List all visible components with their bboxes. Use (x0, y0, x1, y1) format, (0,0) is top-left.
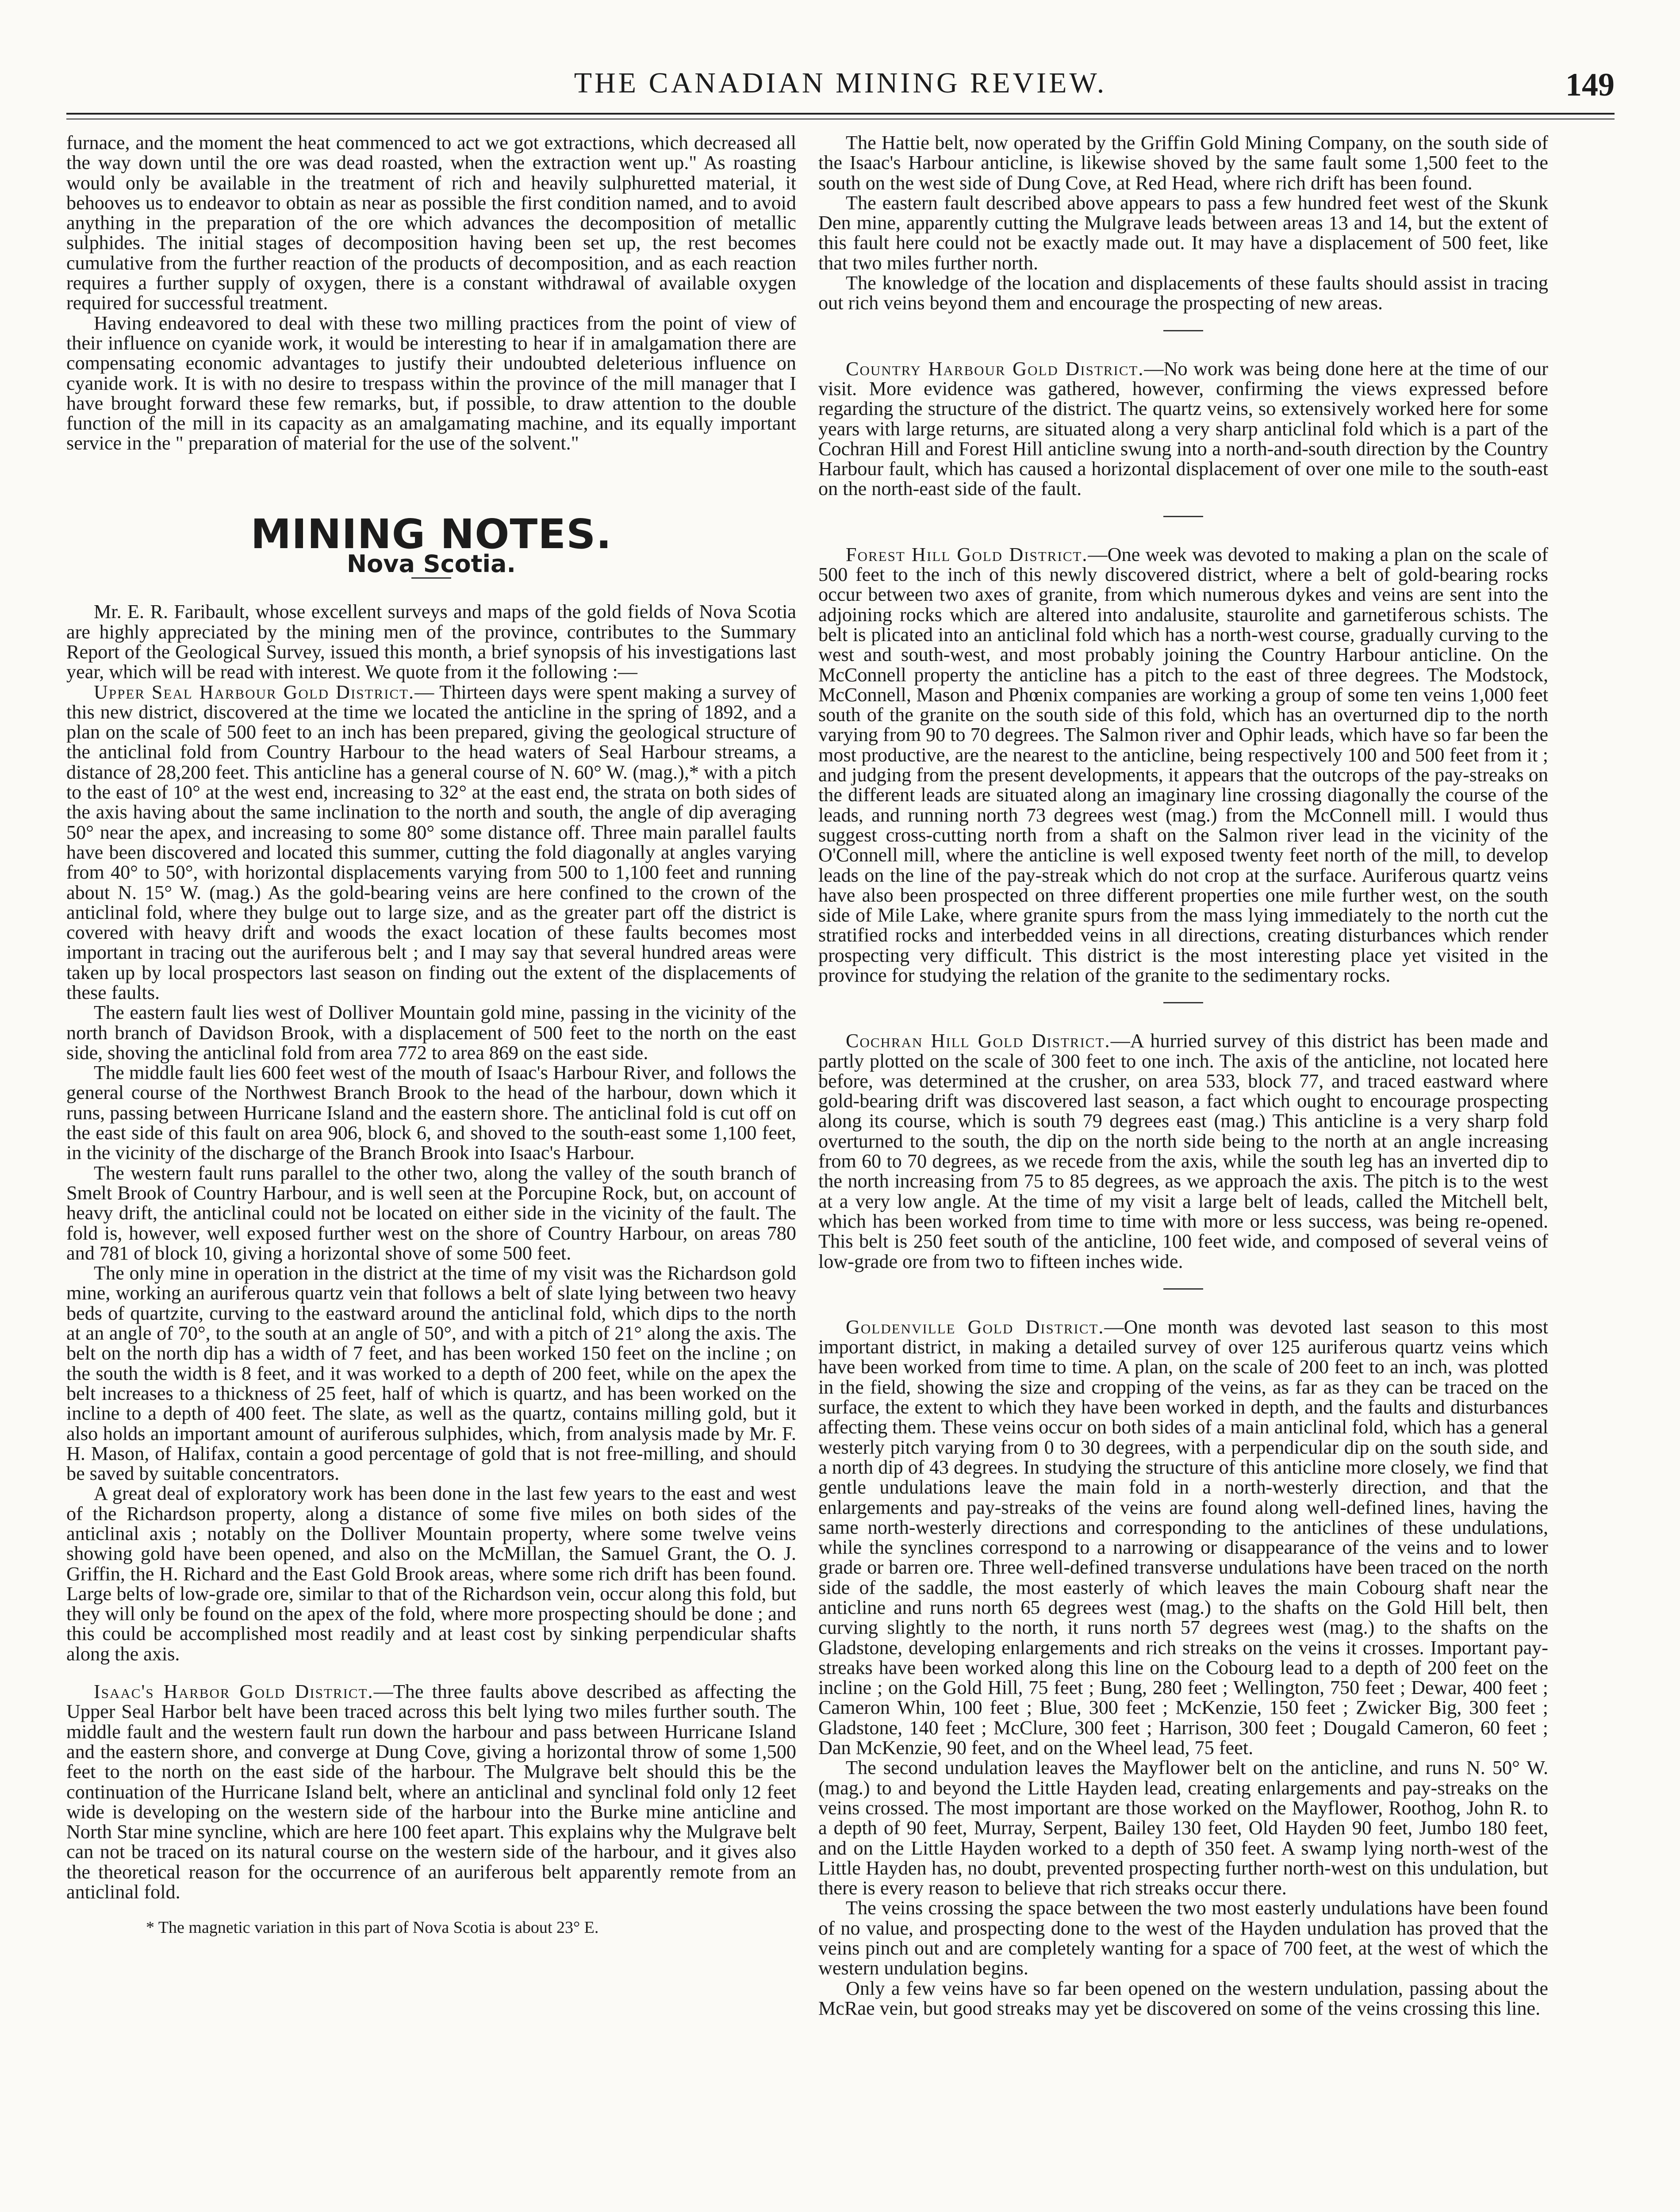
paragraph: The knowledge of the location and displacements of these faults should assist in tracing out rich veins beyond them and encourage the prospecting of new areas. (818, 272, 1548, 314)
paragraph-text: —A hurried survey of this district has been made and partly plotted on the scale of 300 feet to one inch. The axis of the anticline, not located here before, was determined at the crusher, on area 533, block 77, and traced eastward where gold-bearing drift was discovered last season, a fact which ought to encourage prospecting along its course, which is south 79 degrees east (mag.) This anticline is a very sharp fold overturned to the south, the dip on the north side being to the north at an angle increasing from 60 to 70 degrees, as we recede from the axis, while the south leg has an inverted dip to the north increasing from 75 to 85 degrees, as we approach the axis. The pitch is to the west at a very low angle. At the time of my visit a large belt of leads, called the Mitchell belt, which has been worked from time to time with more or less success, was being re-opened. This belt is 250 feet south of the anticline, 100 feet wide, and composed of several veins of low-grade ore from two to fifteen inches wide. (818, 1030, 1548, 1272)
paragraph: A great deal of exploratory work has been done in the last few years to the east and west of the Richardson property, along a distance of some five miles on both sides of the anticlinal axis ; notably on the Dolliver Mountain property, where some twelve veins showing gold have been opened, and also on the McMillan, the Samuel Grant, the O. J. Griffin, the H. Richard and the East Gold Brook areas, where some rich drift has been found. Large belts of low-grade ore, similar to that of the Richardson vein, occur along this fold, but they will only be found on the apex of the fold, where more prospecting should be done ; and this could be accomplished most readily and at least cost by sinking perpendicular shafts along the axis. (66, 1482, 796, 1665)
paragraph (66, 682, 796, 1003)
section-heading: MINING NOTES. (250, 510, 612, 558)
right-column (818, 133, 1548, 2018)
paragraph (66, 1682, 796, 1902)
header-rule (66, 113, 1615, 115)
page-header (66, 66, 1615, 124)
paragraph-text: —The three faults above described as affecting the Upper Seal Harbor belt have been traced across this belt lying two miles further south. The middle fault and the western fault run down the harbour and pass between Hurricane Island and the eastern shore, and converge at Dung Cove, giving a horizontal throw of some 1,500 feet to the north on the east side of the harbour. The Mulgrave belt should this be the continuation of the Hurricane Island belt, where an anticlinal and synclinal fold only 12 feet wide is developing on the western side of the harbour into the Burke mine anticline and North Star mine syncline, which are here 100 feet apart. This explains why the Mulgrave belt can not be traced on its natural course on the western side of the harbour, and it gives also the theoretical reason for the occurrence of an auriferous belt apparently remote from an anticlinal fold. (66, 1681, 796, 1903)
running-title: THE CANADIAN MINING REVIEW. (574, 67, 1107, 99)
paragraph: The eastern fault lies west of Dolliver Mountain gold mine, passing in the vicinity of the north branch of Davidson Brook, with a displacement of 500 feet to the north on the east side, shoving the anticlinal fold from area 772 to area 869 on the east side. (66, 1002, 796, 1064)
district-title: Cochran Hill Gold District. (846, 1030, 1111, 1052)
paragraph: The second undulation leaves the Mayflower belt on the anticline, and runs N. 50° W. (mag.) to and beyond the Little Hayden lead, creating enlargements and pay-streaks on the veins crossed. The most important are those worked on the Mayflower, Roothog, John R. to a depth of 90 feet, Murray, Serpent, Bailey 130 feet, Old Hayden 90 feet, Jumbo 180 feet, and on the Little Hayden worked to a depth of 350 feet. A swamp lying north-west of the Little Hayden has, no doubt, prevented prospecting further north-west on this undulation, but there is every reason to believe that rich streaks occur there. (818, 1757, 1548, 1899)
separator (1163, 1288, 1203, 1290)
paragraph: Having endeavored to deal with these two milling practices from the point of view of their influence on cyanide work, it would be interesting to hear if in amalgamation there are compensating economic advantages to justify their undoubted deleterious influence on cyanide work. It is with no desire to trespass within the province of the mill manager that I have brought forward these few remarks, but, if possible, to draw attention to the double function of the mill in its capacity as an amalgamating machine, and its equally important service in the " preparation of material for the use of the solvent." (66, 312, 796, 454)
paragraph (818, 1317, 1548, 1758)
paragraph-text: —No work was being done here at the time of our visit. More evidence was gathered, however, confirming the views expressed before regarding the structure of the district. The quartz veins, so extensively worked here for some years with large returns, are situated along a very sharp anticlinal fold which is a part of the Cochran Hill and Forest Hill anticline swung into a north-and-south direction by the Country Harbour fault, which has caused a horizontal displacement of over one mile to the south-east on the north-east side of the fault. (818, 357, 1549, 500)
paragraph: The veins crossing the space between the two most easterly undulations have been found of no value, and prospecting done to the west of the Hayden undulation has proved that the veins pinch out and are completely wanting for a space of 700 feet, at the west of which the western undulation begins. (818, 1897, 1548, 1979)
separator (1163, 516, 1203, 517)
paragraph: furnace, and the moment the heat commenced to act we got extractions, which decreased all the way down until the ore was dead roasted, when the extraction went up." As roasting would only be available in the treatment of rich and heavily sulphuretted material, it behooves us to endeavor to obtain as near as possible the first condition named, and to avoid anything in the preparation of the ore which advances the decomposition of metallic sulphides. The initial stages of decomposition having been set up, the rest becomes cumulative from the further reaction of the products of decomposition, and as each reaction requires a further supply of oxygen, there is a constant withdrawal of available oxygen required for successful treatment. (66, 132, 796, 314)
paragraph (818, 359, 1548, 499)
paragraph-text: —One week was devoted to making a plan on the scale of 500 feet to the inch of this newly discovered district, where a belt of gold-bearing rocks occur between two axes of granite, from which numerous dykes and veins are sent into the adjoining rocks which are altered into andalusite, staurolite and garnetiferous schists. The belt is plicated into an anticlinal fold which has a north-west course, gradually curving to the west and south-west, and most probably joining the Country Harbour anticline. On the McConnell property the anticline has a pitch to the east of three degrees. The Modstock, McConnell, Mason and Phœnix companies are working a group of some ten veins 1,000 feet south of the granite on the south side of this fold, which has an overturned dip to the north varying from 90 to 70 degrees. The Salmon river and Ophir leads, which have so far been the most productive, are the nearest to the anticline, being respectively 100 and 500 feet from it ; and judging from the present developments, it appears that the outcrops of the pay-streaks on the different leads are situated along an imaginary line crossing diagonally the course of the leads, and running north 73 degrees west (mag.) from the McConnell mill. I would thus suggest cross-cutting north from a shaft on the Salmon river lead in the vicinity of the O'Connell mill, where the anticline is well exposed twenty feet north of the mill, to develop leads on the line of the pay-streak which do not crop at the surface. Auriferous quartz veins have also been prospected on three different properties one mile further west, on the south side of Mile Lake, where granite spurs from the mass lying immediately to the north cut the stratified rocks and interbedded veins in all directions, creating disturbances which render prospecting very difficult. This district is the most interesting place yet visited in the province for studying the relation of the granite to the sedimentary rocks. (818, 543, 1548, 986)
separator (1163, 330, 1203, 331)
paragraph: Only a few veins have so far been opened on the western undulation, passing about the McRae vein, but good streaks may yet be discovered on some of the veins crossing this line. (818, 1977, 1548, 2019)
paragraph (818, 545, 1548, 986)
district-title: Country Harbour Gold District. (846, 357, 1144, 380)
paragraph: The eastern fault described above appears to pass a few hundred feet west of the Skunk Den mine, apparently cutting the Mulgrave leads between areas 13 and 14, but the extent of this fault here could not be exactly made out. It may have a displacement of 500 feet, like that two miles further north. (818, 192, 1548, 274)
paragraph: The middle fault lies 600 feet west of the mouth of Isaac's Harbour River, and follows the general course of the Northwest Branch Brook to the head of the harbour, down which it runs, passing between Hurricane Island and the eastern shore. The anticlinal fold is cut off on the east side of this fault on area 906, block 6, and shoved to the south-east some 1,100 feet, in the vicinity of the discharge of the Branch Brook into Isaac's Harbour. (66, 1062, 796, 1164)
district-title: Forest Hill Gold District. (846, 543, 1088, 565)
paragraph-text: —One month was devoted last season to this most important district, in making a detailed survey of over 125 auriferous quartz veins which have been worked from time to time. A plan, on the scale of 200 feet to an inch, was plotted in the field, showing the size and cropping of the veins, as far as they can be traced on the surface, the extent to which they have been worked in depth, and the faults and disturbances affecting them. These veins occur on both sides of a main anticlinal fold, which has a general westerly pitch varying from 0 to 30 degrees, with a perpendicular dip on the south side, and a north dip of 43 degrees. In studying the structure of this anticline more closely, we find that gentle undulations leave the main fold in a north-westerly direction, and that the enlargements and pay-streaks of the veins are found along well-defined lines, having the same north-westerly directions and corresponding to the anticlines of these undulations, while the synclines correspond to a narrowing or disappearance of the veins and to lower grade or barren ore. Three well-defined transverse undulations have been traced on the north side of the saddle, the most easterly of which leaves the main Cobourg shaft near the anticline and runs north 65 degrees west (mag.) to the shafts on the Gold Hill belt, then curving slightly to the north, it runs north 57 degrees west (mag.) to the shafts on the Gladstone, developing enlargements and rich streaks on the veins it crosses. Important pay-streaks have been worked along this line on the Cobourg lead to a depth of 200 feet on the incline ; on the Gold Hill, 75 feet ; Bung, 280 feet ; Wellington, 750 feet ; Dewar, 400 feet ; Cameron Whin, 100 feet ; Blue, 300 feet ; McKenzie, 150 feet ; Zwicker Big, 300 feet ; Gladstone, 140 feet ; McClure, 300 feet ; Harrison, 300 feet ; Dougald Cameron, 60 feet ; Dan McKenzie, 90 feet, and on the Wheel lead, 75 feet. (818, 1316, 1549, 1759)
district-title: Upper Seal Harbour Gold District. (94, 681, 415, 703)
paragraph: The western fault runs parallel to the other two, along the valley of the south branch of Smelt Brook of Country Harbour, and is well seen at the Porcupine Rock, but, on account of heavy drift, the anticlinal could not be located on either side in the vicinity of the fault. The fold is, however, well exposed further west on the shore of Country Harbour, on areas 780 and 781 of block 10, giving a horizontal shove of some 500 feet. (66, 1162, 796, 1264)
district-title: Goldenville Gold District. (846, 1316, 1105, 1338)
paragraph: Mr. E. R. Faribault, whose excellent surveys and maps of the gold fields of Nova Scotia are highly appreciated by the mining men of the province, contributes to the Summary Report of the Geological Survey, issued this month, a brief synopsis of his investigations last year, which will be read with interest. We quote from it the following :— (66, 601, 796, 683)
left-column (66, 133, 796, 1938)
paragraph: The Hattie belt, now operated by the Griffin Gold Mining Company, on the south side of the Isaac's Harbour anticline, is likewise shoved by the same fault some 1,500 feet to the south on the west side of Dung Cove, at Red Head, where rich drift has been found. (818, 132, 1548, 194)
section-subheading: Nova Scotia. (346, 550, 516, 578)
page-number: 149 (1565, 67, 1615, 103)
footnote: * The magnetic variation in this part of Nova Scotia is about 23° E. (146, 1918, 599, 1937)
paragraph (818, 1031, 1548, 1271)
paragraph-text: — Thirteen days were spent making a survey of this new district, discovered at the time we located the anticline in the spring of 1892, and a plan on the scale of 500 feet to an inch has been prepared, giving the geological structure of the anticlinal fold from Country Harbour to the head waters of Seal Harbour streams, a distance of 28,200 feet. This anticline has a general course of N. 60° W. (mag.),* with a pitch to the east of 10° at the west end, increasing to 32° at the east end, the strata on both sides of the axis having about the same inclination to the north and south, the angle of dip averaging 50° near the apex, and increasing to some 80° some distance off. Three main parallel faults have been discovered and located this summer, cutting the fold diagonally at angles varying from 40° to 50°, with horizontal displacements varying from 500 to 1,100 feet and running about N. 15° W. (mag.) As the gold-bearing veins are here confined to the crown of the anticlinal fold, where they bulge out to large size, and as the greater part off the district is covered with heavy drift and woods the exact location of these faults becomes most important in tracing out the auriferous belt ; and I may say that several hundred areas were taken up by local prospectors last season on finding out the extent of the displacements of these faults. (66, 681, 796, 1003)
spacer (66, 1664, 796, 1682)
paragraph: The only mine in operation in the district at the time of my visit was the Richardson gold mine, working an auriferous quartz vein that follows a belt of slate lying between two heavy beds of quartzite, curving to the eastward around the anticlinal fold, which dips to the north at an angle of 70°, to the south at an angle of 50°, and with a pitch of 21° along the axis. The belt on the north dip has a width of 7 feet, and has been worked 150 feet on the incline ; on the south the width is 8 feet, and it was worked to a depth of 200 feet, while on the apex the belt increases to a thickness of 25 feet, half of which is quartz, and has been worked on the incline to a depth of 400 feet. The slate, as well as the quartz, contains milling gold, but it also holds an important amount of auriferous sulphides, which, from analysis made by Mr. F. H. Mason, of Halifax, contain a good percentage of gold that is not free-milling, and should be saved by suitable concentrators. (66, 1262, 796, 1485)
separator (1163, 1002, 1203, 1003)
district-title: Isaac's Harbor Gold District. (94, 1681, 374, 1703)
